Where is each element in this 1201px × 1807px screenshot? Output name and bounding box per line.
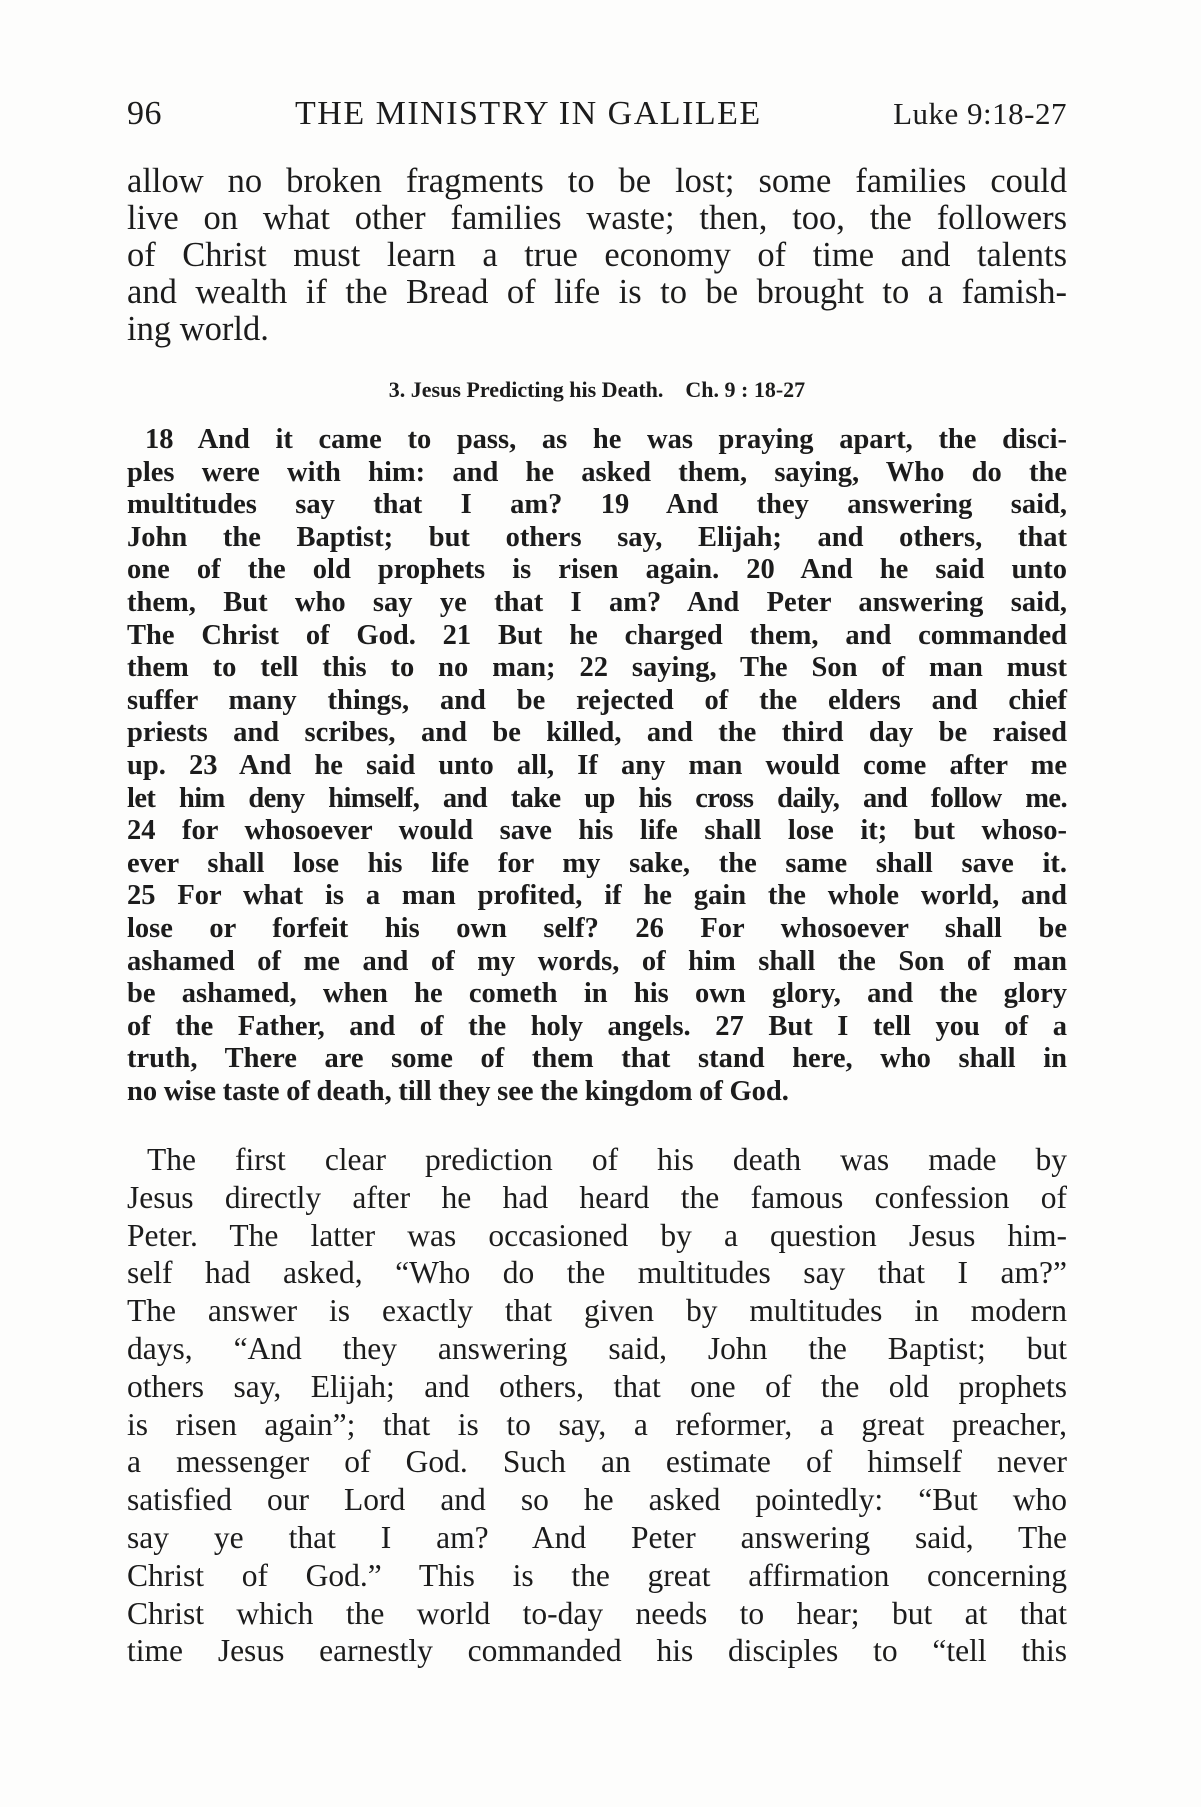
scripture-line: ever shall lose his life for my sake, the same shall save it. (127, 847, 1067, 879)
commentary-line: satisfied our Lord and so he asked pointedly: “But who (127, 1482, 1067, 1518)
text-line: ing world. (127, 310, 269, 348)
section-reference: Ch. 9 : 18-27 (685, 377, 806, 402)
scripture-line: them to tell this to no man; 22 saying, The Son of man must (127, 652, 1067, 684)
scripture-line: multitudes say that I am? 19 And they answering said, (127, 489, 1067, 521)
commentary-line: self had asked, “Who do the multitudes say that I am?” (127, 1255, 1067, 1291)
header-reference: Luke 9:18-27 (893, 96, 1067, 131)
scripture-line: priests and scribes, and be killed, and the third day be raised (127, 717, 1067, 749)
commentary-line: Jesus directly after he had heard the famous confession of (127, 1179, 1067, 1215)
text-line: allow no broken fragments to be lost; some families could (127, 162, 1067, 200)
scripture-line: let him deny himself, and take up his cross daily, and follow me. (127, 782, 1067, 814)
commentary-line: days, “And they answering said, John the Baptist; but (127, 1330, 1067, 1366)
commentary-line: The answer is exactly that given by multitudes in modern (127, 1293, 1067, 1329)
scripture-line: no wise taste of death, till they see the kingdom of God. (127, 1075, 789, 1107)
commentary-line: a messenger of God. Such an estimate of himself never (127, 1444, 1067, 1480)
chapter-title: THE MINISTRY IN GALILEE (295, 95, 762, 132)
scripture-line: The Christ of God. 21 But he charged them, and commanded (127, 619, 1067, 651)
scripture-line: be ashamed, when he cometh in his own glory, and the glory (127, 978, 1067, 1010)
text-line: and wealth if the Bread of life is to be brought to a famish- (127, 273, 1067, 311)
scripture-line: ashamed of me and of my words, of him shall the Son of man (127, 945, 1067, 977)
scripture-line: one of the old prophets is risen again. 20 And he said unto (127, 554, 1067, 586)
commentary-line: Christ of God.” This is the great affirmation concerning (127, 1557, 1067, 1593)
section-heading (127, 375, 1067, 405)
scripture-line: 24 for whosoever would save his life shall lose it; but whoso- (127, 815, 1067, 847)
page-number: 96 (127, 95, 162, 132)
scripture-line: suffer many things, and be rejected of the elders and chief (127, 684, 1067, 716)
section-title: 3. Jesus Predicting his Death. (388, 377, 664, 402)
scripture-line: of the Father, and of the holy angels. 27 But I tell you of a (127, 1010, 1067, 1042)
text-line: of Christ must learn a true economy of time and talents (127, 236, 1067, 274)
commentary-line: Christ which the world to-day needs to hear; but at that (127, 1595, 1067, 1631)
commentary-line: Peter. The latter was occasioned by a question Jesus him- (127, 1217, 1067, 1253)
scripture-line: up. 23 And he said unto all, If any man would come after me (127, 749, 1067, 781)
scripture-line: John the Baptist; but others say, Elijah; and others, that (127, 521, 1067, 553)
commentary-paragraph (127, 1141, 1067, 1670)
commentary-line: time Jesus earnestly commanded his disciples to “tell this (127, 1633, 1067, 1669)
scripture-line: lose or forfeit his own self? 26 For whosoever shall be (127, 912, 1067, 944)
commentary-line: The first clear prediction of his death was made by (147, 1142, 1067, 1177)
scripture-line: 18 And it came to pass, as he was praying apart, the disci- (145, 424, 1067, 455)
opening-paragraph (127, 163, 1067, 348)
commentary-line: is risen again”; that is to say, a reformer, a great preacher, (127, 1406, 1067, 1442)
commentary-line: others say, Elijah; and others, that one of the old prophets (127, 1368, 1067, 1404)
scripture-line: them, But who say ye that I am? And Peter answering said, (127, 586, 1067, 618)
running-head (127, 92, 1067, 136)
scripture-line: truth, There are some of them that stand here, who shall in (127, 1043, 1067, 1075)
commentary-line: say ye that I am? And Peter answering said, The (127, 1519, 1067, 1555)
text-line: live on what other families waste; then, too, the followers (127, 199, 1067, 237)
scripture-line: 25 For what is a man profited, if he gain the whole world, and (127, 880, 1067, 912)
scripture-passage (127, 424, 1067, 1108)
scripture-line: ples were with him: and he asked them, saying, Who do the (127, 456, 1067, 488)
